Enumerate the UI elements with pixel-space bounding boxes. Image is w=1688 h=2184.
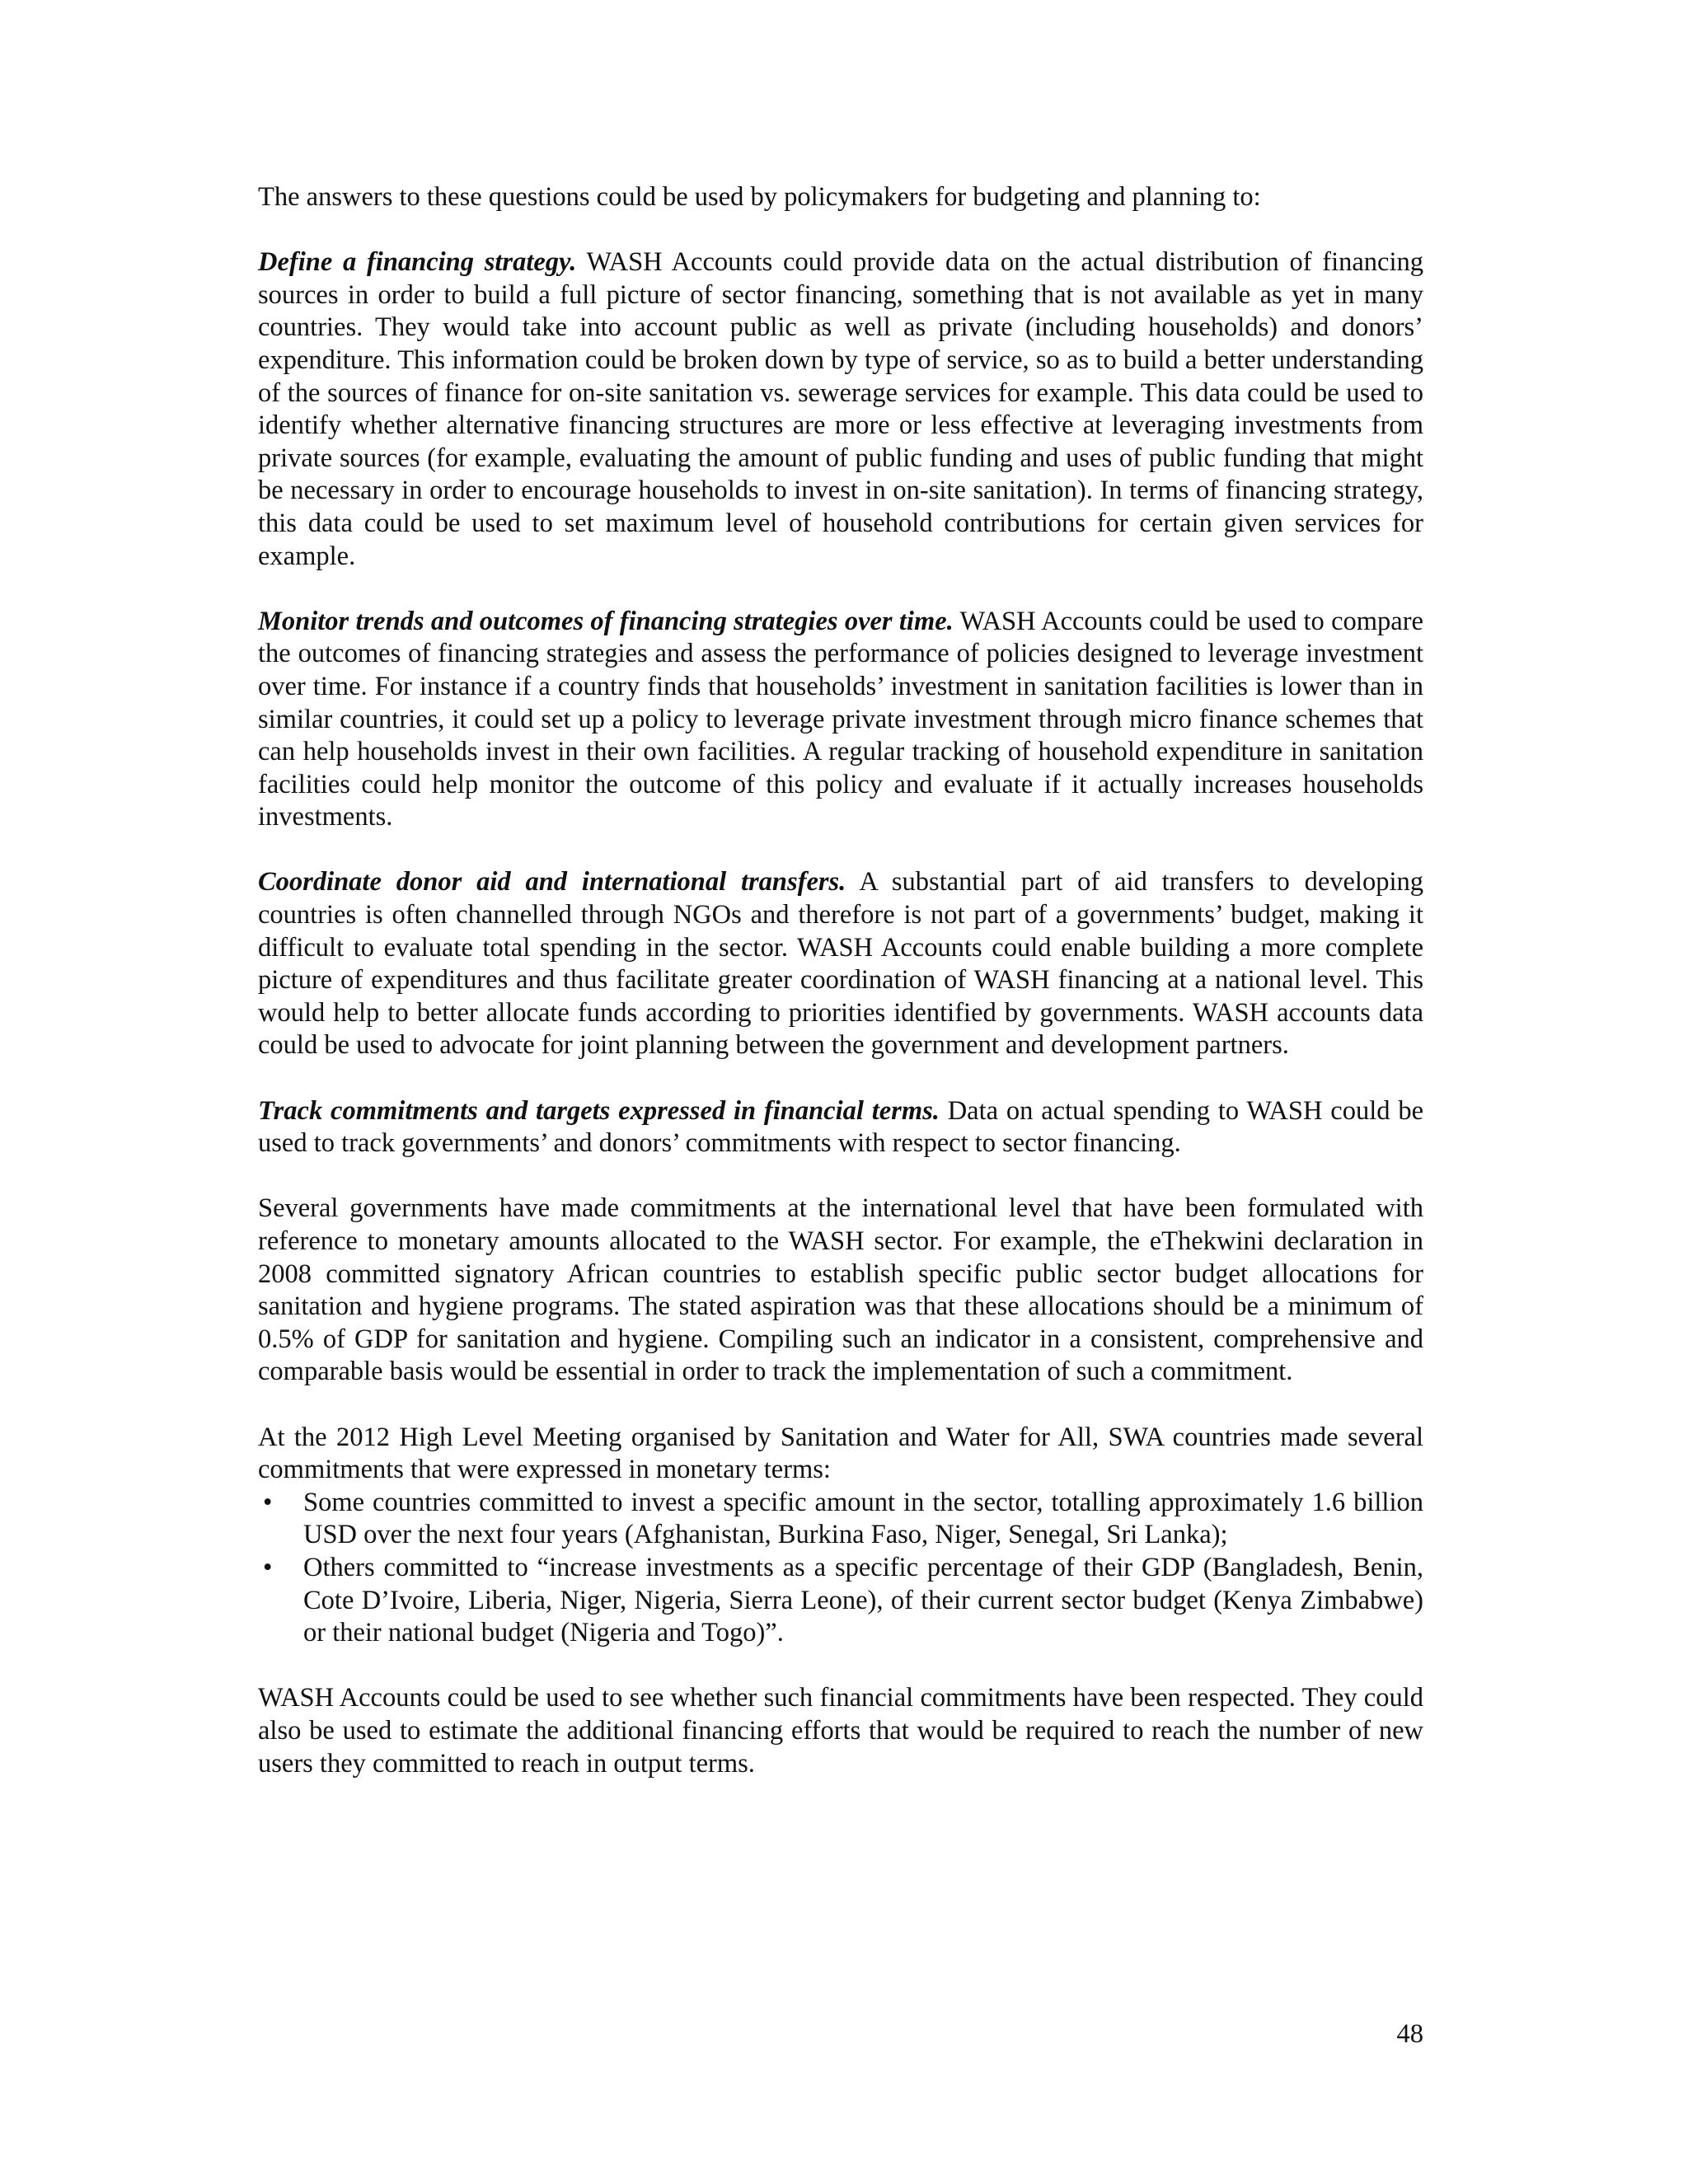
paragraph-conclusion: WASH Accounts could be used to see whether such financial commitments have been respected. They could also be used to estimate the additional financing efforts that would be required to reach the number of new users they committed to reach in output terms. [258, 1683, 1423, 1779]
list-item-text: Others committed to “increase investments as a specific percentage of their GDP (Bangladesh, Benin, Cote D’Ivoire, Liberia, Niger, Nigeria, Sierra Leone), of their current sector budget (Kenya Zimbabwe) or their national budget (Nigeria and Togo)”. [303, 1552, 1423, 1648]
section-track-commitments [258, 1095, 1423, 1160]
list-item-text: Some countries committed to invest a specific amount in the sector, totalling approximately 1.6 billion USD over the next four years (Afghanistan, Burkina Faso, Niger, Senegal, Sri Lanka); [303, 1487, 1423, 1550]
section-body: WASH Accounts could be used to compare the outcomes of financing strategies and assess the performance of policies designed to leverage investment over time. For instance if a country finds that households’ investment in sanitation facilities is lower than in similar countries, it could set up a policy to leverage private investment through micro finance schemes that can help households invest in their own facilities. A regular tracking of household expenditure in sanitation facilities could help monitor the outcome of this policy and evaluate if it actually increases households investments. [258, 606, 1423, 832]
page-content [258, 181, 1423, 1813]
bullet-icon: • [263, 1487, 273, 1517]
section-lead: Monitor trends and outcomes of financing strategies over time. [258, 606, 954, 636]
page-number: 48 [1396, 2019, 1423, 2049]
section-coordinate-donor-aid [258, 866, 1423, 1062]
section-lead: Define a financing strategy. [258, 247, 577, 278]
section-body: WASH Accounts could provide data on the actual distribution of financing sources in order to build a full picture of sector financing, something that is not available as yet in many countries. They would take into account public as well as private (including households) and donors’ expenditure. This information could be broken down by type of service, so as to build a better understanding of the sources of finance for on-site sanitation vs. sewerage services for example. This data could be used to identify whether alternative financing structures are more or less effective at leveraging investments from private sources (for example, evaluating the amount of public funding and uses of public funding that might be necessary in order to encourage households to invest in on-site sanitation). In terms of financing strategy, this data could be used to set maximum level of household contributions for certain given services for example. [258, 247, 1424, 571]
list-item [258, 1552, 1423, 1650]
paragraph-high-level-meeting: At the 2012 High Level Meeting organised by Sanitation and Water for All, SWA countries made several commitments that were expressed in monetary terms: [258, 1422, 1423, 1485]
section-lead: Coordinate donor aid and international transfers. [258, 867, 846, 898]
paragraph-commitments: Several governments have made commitments at the international level that have been formulated with reference to monetary amounts allocated to the WASH sector. For example, the eThekwini declaration in 2008 committed signatory African countries to establish specific public sector budget allocations for sanitation and hygiene programs. The stated aspiration was that these allocations should be a minimum of 0.5% of GDP for sanitation and hygiene. Compiling such an indicator in a consistent, comprehensive and comparable basis would be essential in order to track the implementation of such a commitment. [258, 1193, 1423, 1387]
section-body: Data on actual spending to WASH could be used to track governments’ and donors’ commitments with respect to sector financing. [258, 1095, 1423, 1159]
section-body: A substantial part of aid transfers to developing countries is often channelled through NGOs and therefore is not part of a governments’ budget, making it difficult to evaluate total spending in the sector. WASH Accounts could enable building a more complete picture of expenditures and thus facilitate greater coordination of WASH financing at a national level. This would help to better allocate funds according to priorities identified by governments. WASH accounts data could be used to advocate for joint planning between the government and development partners. [258, 867, 1423, 1061]
intro-paragraph: The answers to these questions could be used by policymakers for budgeting and planning to: [258, 182, 1261, 212]
list-item [258, 1487, 1423, 1552]
commitments-list [258, 1487, 1423, 1650]
bullet-icon: • [263, 1552, 273, 1582]
section-financing-strategy [258, 246, 1423, 573]
section-monitor-trends [258, 606, 1423, 834]
section-lead: Track commitments and targets expressed in financial terms. [258, 1095, 940, 1126]
